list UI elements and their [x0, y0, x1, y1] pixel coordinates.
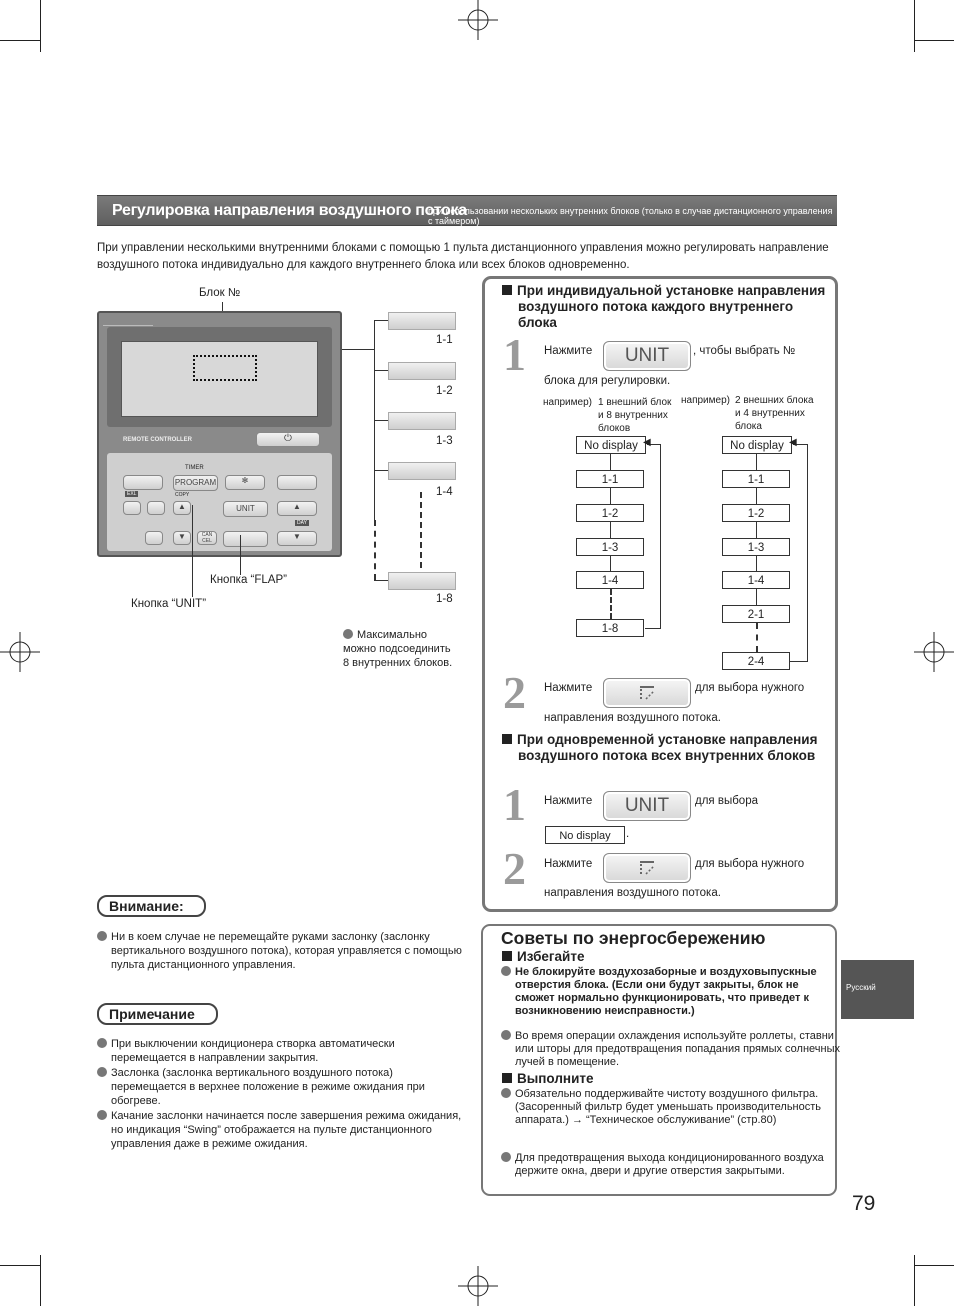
timer-down-button[interactable]: ▼: [173, 531, 191, 545]
registration-mark: [914, 632, 954, 672]
arrow-left-icon: ◀: [643, 437, 651, 448]
power-icon: ⏻: [284, 433, 292, 444]
example-text: 2 внешних блока и 4 внутренних блока: [735, 395, 814, 432]
indoor-unit: [388, 362, 456, 380]
connection-line-dashed: [420, 492, 422, 568]
note-item: [97, 1109, 471, 1151]
cancel-button[interactable]: CAN CEL: [197, 531, 217, 545]
connection-line: [374, 420, 388, 421]
fan-icon: ✻: [241, 476, 249, 485]
step-number: 2: [503, 843, 526, 894]
step-text: Нажмите: [544, 345, 593, 357]
no-display-box: No display: [545, 826, 625, 844]
page-number: 79: [852, 1192, 876, 1215]
square-bullet-icon: [502, 951, 512, 961]
individual-heading: [502, 283, 828, 331]
power-button[interactable]: [256, 432, 320, 447]
mode-button[interactable]: [123, 475, 163, 490]
individual-heading-text: При индивидуальной установке направления воздушного потока каждого внутреннего блока: [517, 283, 826, 330]
registration-mark: [458, 1266, 498, 1306]
square-bullet-icon: [502, 1073, 512, 1083]
loop-line: [790, 661, 808, 662]
list-button[interactable]: [145, 531, 163, 545]
tips-title: Советы по энергосбережению: [501, 928, 766, 948]
sequence-connector-dashed: [610, 589, 612, 619]
unit-label: 1-8: [436, 593, 453, 605]
do-heading-text: Выполните: [517, 1071, 594, 1086]
rc-unit-button[interactable]: UNIT: [223, 501, 268, 517]
do-text: Для предотвращения выхода кондиционированного воздуха держите окна, двери и другие отверстия закрытыми.: [515, 1152, 824, 1177]
sequence-connector: [610, 454, 611, 470]
avoid-item: [501, 966, 833, 1018]
sequence-box: 2-4: [722, 652, 790, 670]
rc-exl-label: EXL: [127, 491, 137, 497]
unit-label: 1-3: [436, 435, 453, 447]
bullet-icon: [97, 931, 107, 941]
sequence-box: 1-2: [576, 504, 644, 522]
loop-line: [660, 444, 661, 629]
do-text: Обязательно поддерживайте чистоту воздушного фильтра. (Засоренный фильтр будет уменьшать производительность аппарата.) → “Техническое обслуживание” (стр.80): [515, 1088, 822, 1126]
unit-button[interactable]: UNIT: [603, 791, 691, 821]
step-text: , чтобы выбрать №: [693, 345, 796, 357]
fan-speed-button[interactable]: [123, 501, 141, 515]
bullet-icon: [501, 1030, 511, 1040]
leader-line: [240, 535, 241, 575]
settings-button[interactable]: [147, 501, 165, 515]
sequence-connector: [756, 522, 757, 538]
sequence-box: 1-1: [722, 470, 790, 488]
connection-line: [374, 320, 388, 321]
crop-mark: [40, 0, 41, 52]
crop-mark: [914, 0, 915, 52]
avoid-text: Не блокируйте воздухозаборные и воздуховыпускные отверстия блока. (Если они будут закрыты, блок не сможет нормально функционировать, что приведет к возникновению неисправности.): [515, 966, 817, 1017]
rc-flap-button[interactable]: [223, 531, 268, 547]
step-text: Нажмите: [544, 858, 593, 870]
do-item: [501, 1088, 835, 1127]
note-item: [97, 1066, 471, 1108]
timer-up-button[interactable]: ▲: [173, 501, 191, 515]
simultaneous-heading: [502, 732, 838, 764]
attention-text: Ни в коем случае не перемещайте руками заслонку (заслонку вертикального воздушного потока), которая управляется с помощью пульта дистанционного управления.: [111, 931, 462, 971]
section-title: Регулировка направления воздушного потока: [112, 202, 467, 219]
sequence-box: 1-4: [722, 571, 790, 589]
note-label: Примечание: [97, 1003, 218, 1025]
sequence-connector: [610, 522, 611, 538]
intro-paragraph: При управлении несколькими внутренними блоками с помощью 1 пульта дистанционного управления можно регулировать направление воздушного потока индивидуально для каждого внутреннего блока или всех блоков одновременно.: [97, 242, 829, 271]
flap-button-label: Кнопка “FLAP”: [210, 574, 287, 586]
avoid-text: Во время операции охлаждения используйте роллеты, ставни или шторы для предотвращения попадания прямых солнечных лучей в помещение.: [515, 1030, 840, 1068]
leader-line: [192, 505, 193, 597]
bullet-icon: [501, 966, 511, 976]
example-prefix: например): [543, 397, 592, 408]
do-item: [501, 1152, 845, 1178]
bullet-icon: [97, 1038, 107, 1048]
sequence-box: 1-3: [722, 538, 790, 556]
temp-up-button[interactable]: ▲: [277, 501, 317, 516]
fan-button[interactable]: [225, 475, 265, 490]
example-prefix: например): [681, 395, 730, 406]
step-text: для выбора нужного: [695, 682, 805, 694]
connection-line: [374, 470, 388, 471]
unit-label: 1-2: [436, 385, 453, 397]
sequence-box: 2-1: [722, 605, 790, 623]
step-text: блока для регулировки.: [544, 375, 671, 387]
sequence-connector: [756, 454, 757, 470]
step-text: направления воздушного потока.: [544, 712, 721, 724]
registration-mark: [458, 0, 498, 40]
sequence-box: 1-1: [576, 470, 644, 488]
example-text: 1 внешний блок и 8 внутренних блоков: [598, 397, 672, 434]
temp-down-button[interactable]: ▼: [277, 531, 317, 546]
sequence-box: 1-8: [576, 619, 644, 637]
indoor-unit: [388, 462, 456, 480]
bullet-icon: [501, 1088, 511, 1098]
indoor-unit: [388, 312, 456, 330]
sequence-connector-dashed: [756, 623, 758, 652]
max-units-text: Максимально можно подсоединить 8 внутренних блоков.: [343, 629, 453, 669]
square-bullet-icon: [502, 285, 512, 295]
sequence-box: 1-4: [576, 571, 644, 589]
sequence-connector: [756, 556, 757, 571]
step-text: Нажмите: [544, 795, 593, 807]
avoid-heading-text: Избегайте: [517, 949, 585, 964]
connection-line: [374, 370, 388, 371]
do-heading: [502, 1071, 594, 1087]
attention-label: Внимание:: [97, 895, 206, 917]
step-number: 1: [503, 329, 526, 380]
crop-mark: [0, 1265, 40, 1266]
bullet-icon: [343, 629, 353, 639]
connection-line-dashed: [374, 520, 376, 580]
step-text: .: [626, 828, 630, 840]
connection-line: [374, 580, 388, 581]
connection-line: [342, 349, 374, 350]
crop-mark: [0, 40, 40, 41]
program-button[interactable]: PROGRAM: [173, 475, 218, 491]
arrow-left-icon: ◀: [789, 437, 797, 448]
flap-icon: [604, 854, 690, 882]
sequence-connector: [756, 488, 757, 504]
flap-button[interactable]: [603, 853, 691, 883]
step-text: для выбора: [695, 795, 758, 807]
indoor-unit: [388, 412, 456, 430]
step-text: для выбора нужного: [695, 858, 805, 870]
unit-label: 1-4: [436, 486, 453, 498]
bullet-icon: [97, 1067, 107, 1077]
crop-mark: [40, 1255, 41, 1306]
registration-mark: [0, 632, 40, 672]
rc-copy-label: COPY: [175, 492, 190, 498]
unit-label: 1-1: [436, 334, 453, 346]
rc-top-strip: [103, 315, 153, 326]
remote-controller-image: [97, 311, 342, 557]
square-bullet-icon: [502, 734, 512, 744]
simultaneous-heading-text: При одновременной установке направления воздушного потока всех внутренних блоков: [517, 732, 818, 763]
note-item: [97, 1037, 471, 1065]
step-text: направления воздушного потока.: [544, 887, 721, 899]
sequence-connector: [610, 488, 611, 504]
block-number-label: Блок №: [199, 287, 241, 299]
crop-mark: [914, 1265, 954, 1266]
crop-mark: [914, 1255, 915, 1306]
flap-button[interactable]: [603, 678, 691, 708]
avoid-heading: [502, 949, 584, 965]
indoor-unit: [388, 572, 456, 590]
bullet-icon: [97, 1110, 107, 1120]
step-number: 1: [503, 779, 526, 830]
language-tab-label: Русский: [846, 983, 876, 992]
max-units-note: [343, 628, 453, 670]
language-tab: [841, 960, 914, 1019]
sequence-connector: [610, 556, 611, 571]
avoid-item: [501, 1030, 845, 1069]
flap-icon: [604, 679, 690, 707]
sequence-connector: [756, 589, 757, 605]
swing-button[interactable]: [277, 475, 317, 490]
rc-day-label: DAY: [297, 520, 307, 526]
rc-timer-label: TIMER: [185, 465, 204, 471]
unit-button-label: Кнопка “UNIT”: [131, 598, 207, 610]
bullet-icon: [501, 1152, 511, 1162]
section-subtitle: при использовании нескольких внутренних блоков (только в случае дистанционного управления с таймером): [428, 206, 833, 226]
sequence-box: 1-3: [576, 538, 644, 556]
rc-block-number-area: [193, 355, 257, 381]
step-number: 2: [503, 667, 526, 718]
attention-item: [97, 930, 466, 972]
step-text: Нажмите: [544, 682, 593, 694]
note-text: При выключении кондиционера створка автоматически перемещается в направлении закрытия.: [111, 1038, 395, 1064]
rc-label: REMOTE CONTROLLER: [123, 437, 192, 443]
sequence-box: No display: [722, 436, 792, 454]
note-text: Качание заслонки начинается после завершения режима ожидания, но индикация “Swing” отображается на пульте дистанционного управления даже в режиме ожидания.: [111, 1110, 462, 1150]
unit-button[interactable]: UNIT: [603, 341, 691, 371]
loop-line: [645, 628, 661, 629]
sequence-box: 1-2: [722, 504, 790, 522]
note-text: Заслонка (заслонка вертикального воздушного потока) перемещается в верхнее положение в режиме ожидания при обогреве.: [111, 1067, 425, 1107]
crop-mark: [914, 40, 954, 41]
loop-line: [807, 444, 808, 662]
sequence-box: No display: [576, 436, 646, 454]
section-title-bar: [97, 195, 837, 226]
